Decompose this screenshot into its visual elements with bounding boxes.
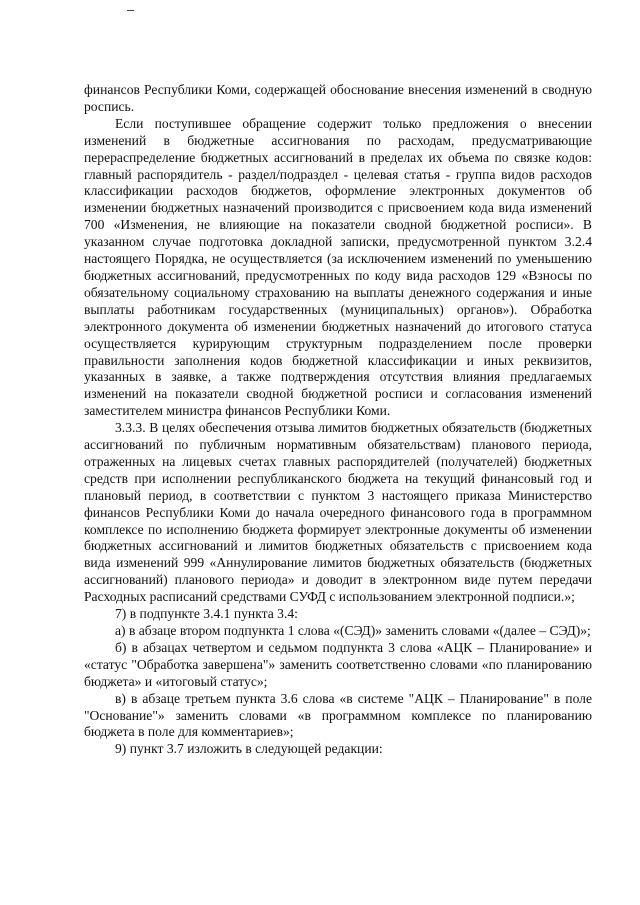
paragraph-item-9: 9) пункт 3.7 изложить в следующей редакции: [115,741,383,757]
paragraph-item-b: б) в абзацах четвертом и седьмом подпункта 3 слова «АЦК – Планирование» и «статус "Обработка завершена"» заменить соответственно словами «по планированию бюджета» и «итоговый статус»; [84,639,592,689]
paragraph-item-7: 7) в подпункте 3.4.1 пункта 3.4: [115,606,298,622]
paragraph-3-3-3: 3.3.3. В целях обеспечения отзыва лимитов бюджетных обязательств (бюджетных ассигнований по публичным нормативным обязательствам) планового периода, отраженных на лицевых счетах главных распорядителей (получателей) бюджетных средств при исполнении республиканского бюджета на текущий финансовый год и плановый период, в соответствии с пунктом 3 настоящего приказа Министерство финансов Республики Коми до начала очередного финансового года в программном комплексе по исполнению бюджета формирует электронные документы об изменении бюджетных ассигнований и лимитов бюджетных обязательств с присвоением кода вида изменений 999 «Аннулирование лимитов бюджетных обязательств (бюджетных ассигнований) планового периода» и доводит в электронном виде путем передачи Расходных расписаний средствами СУФД с использованием электронной подписи.»; [84,420,592,605]
scan-mark [127,10,134,11]
paragraph-continuation: финансов Республики Коми, содержащей обоснование внесения изменений в сводную роспись. [84,82,592,114]
document-body [84,82,592,758]
paragraph-budget-changes: Если поступившее обращение содержит только предложения о внесении изменений в бюджетные ассигнования по расходам, предусматривающие перераспределение бюджетных ассигнований в пределах их объема по связке кодов: главный распорядитель - раздел/подраздел - целевая статья - группа видов расходов классификации расходов бюджетов, оформление электронных документов об изменении бюджетных назначений производится с присвоением кода вида изменений 700 «Изменения, не влияющие на показатели сводной бюджетной росписи». В указанном случае подготовка докладной записки, предусмотренной пунктом 3.2.4 настоящего Порядка, не осуществляется (за исключением изменений по уменьшению бюджетных ассигнований, предусмотренных по коду вида расходов 129 «Взносы по обязательному социальному страхованию на выплаты денежного содержания и иные выплаты работникам государственных (муниципальных) органов»). Обработка электронного документа об изменении бюджетных назначений до итогового статуса осуществляется курирующим структурным подразделением после проверки правильности заполнения кодов бюджетной классификации и иных реквизитов, указанных в заявке, а также подтверждения отсутствия влияния предлагаемых изменений на показатели сводной бюджетной росписи и согласования изменений заместителем министра финансов Республики Коми. [84,115,592,419]
paragraph-item-v: в) в абзаце третьем пункта 3.6 слова «в системе "АЦК – Планирование" в поле "Основание"» заменить словами «в программном комплексе по планированию бюджета в поле для комментариев»; [84,690,592,740]
paragraph-item-a: а) в абзаце втором подпункта 1 слова «(СЭД)» заменить словами «(далее – СЭД)»; [115,623,591,638]
